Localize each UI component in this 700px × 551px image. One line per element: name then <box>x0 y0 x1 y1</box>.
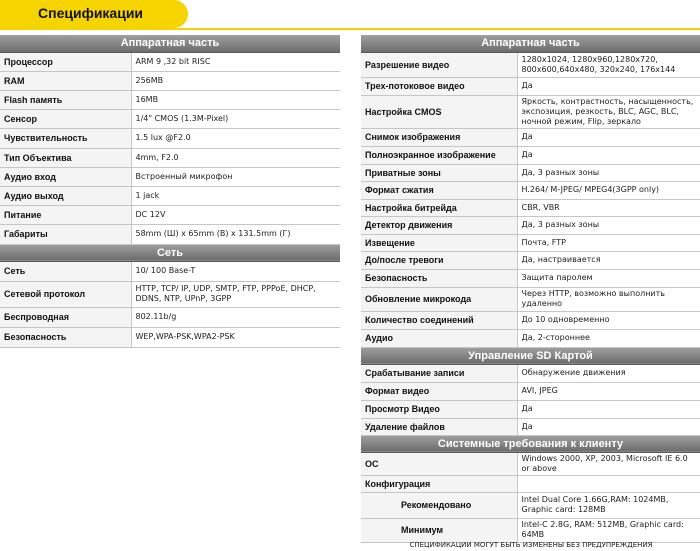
spec-row <box>361 400 700 418</box>
spec-value: ARM 9 ,32 bit RISC <box>131 52 340 71</box>
section-header <box>0 244 340 261</box>
spec-row <box>0 148 340 167</box>
spec-key: Просмотр Видео <box>361 400 517 418</box>
spec-key: Аудио вход <box>0 167 131 186</box>
spec-row <box>0 205 340 224</box>
spec-value: HTTP, TCP/ IP, UDP, SMTP, FTP, PPPoE, DHCP, DDNS, NTP, UPnP, 3GPP <box>131 281 340 307</box>
disclaimer-text: СПЕЦИФИКАЦИИ МОГУТ БЫТЬ ИЗМЕНЕНЫ БЕЗ ПРЕДУПРЕЖДЕНИЯ <box>409 541 653 549</box>
spec-row <box>361 251 700 269</box>
spec-key: Сетевой протокол <box>0 281 131 307</box>
spec-row <box>361 452 700 475</box>
spec-key: Беспроводная <box>0 307 131 327</box>
spec-row <box>361 146 700 164</box>
spec-row <box>0 71 340 90</box>
spec-key: Формат видео <box>361 382 517 400</box>
spec-row <box>0 224 340 244</box>
spec-value: Да, 3 разных зоны <box>517 164 700 181</box>
spec-key: Разрешение видео <box>361 52 517 77</box>
spec-row <box>361 418 700 435</box>
spec-row <box>0 281 340 307</box>
spec-value: Да <box>517 128 700 146</box>
section-title: Системные требования к клиенту <box>361 435 700 452</box>
spec-value: Да, настраивается <box>517 251 700 269</box>
spec-value: 1.5 lux @F2.0 <box>131 128 340 148</box>
spec-value: Да <box>517 77 700 95</box>
spec-key: Рекомендовано <box>361 492 517 518</box>
spec-key: Конфигурация <box>361 475 517 492</box>
left-spec-table <box>0 35 340 348</box>
spec-value: Защита паролем <box>517 269 700 287</box>
spec-key: Формат сжатия <box>361 181 517 199</box>
spec-row <box>0 167 340 186</box>
spec-row <box>0 128 340 148</box>
spec-value: Да <box>517 418 700 435</box>
spec-key: Настройка битрейда <box>361 199 517 216</box>
spec-value: 16MB <box>131 90 340 109</box>
spec-row <box>361 234 700 251</box>
spec-value: 1/4" CMOS (1.3M-Pixel) <box>131 109 340 128</box>
spec-key: Безопасность <box>361 269 517 287</box>
spec-row <box>0 109 340 128</box>
spec-value: 10/ 100 Base-T <box>131 261 340 281</box>
spec-value: Intel Dual Core 1.66G,RAM: 1024MB, Graphic card: 128MB <box>517 492 700 518</box>
spec-value: Windows 2000, XP, 2003, Microsoft IE 6.0 or above <box>517 452 700 475</box>
spec-value <box>517 475 700 492</box>
spec-key: Минимум <box>361 518 517 542</box>
title-divider <box>0 28 700 30</box>
page-title: Спецификации <box>38 5 144 21</box>
spec-key: Аудио <box>361 329 517 347</box>
spec-key: Flash память <box>0 90 131 109</box>
spec-key: Срабатывание записи <box>361 364 517 382</box>
section-header <box>0 35 340 52</box>
spec-key: Сеть <box>0 261 131 281</box>
spec-key: Безопасность <box>0 327 131 347</box>
spec-row <box>361 382 700 400</box>
spec-row <box>0 307 340 327</box>
spec-value: Да, 3 разных зоны <box>517 216 700 234</box>
spec-row <box>361 329 700 347</box>
section-title: Управление SD Картой <box>361 347 700 364</box>
spec-row <box>361 287 700 311</box>
spec-row <box>361 95 700 128</box>
spec-value: WEP,WPA-PSK,WPA2-PSK <box>131 327 340 347</box>
spec-key: Сенсор <box>0 109 131 128</box>
spec-row <box>0 327 340 347</box>
spec-row <box>0 186 340 205</box>
spec-value: Яркость, контрастность, насыщенность, экспозиция, резкость, BLC, AGC, BLC, ночной режим, Flip, зеркало <box>517 95 700 128</box>
section-title: Сеть <box>0 244 340 261</box>
spec-value: Встроенный микрофон <box>131 167 340 186</box>
spec-value: До 10 одновременно <box>517 311 700 329</box>
spec-key: Извещение <box>361 234 517 251</box>
spec-key: Тип Объектива <box>0 148 131 167</box>
spec-row <box>0 90 340 109</box>
spec-key: Питание <box>0 205 131 224</box>
spec-row <box>361 269 700 287</box>
spec-value: 4mm, F2.0 <box>131 148 340 167</box>
spec-value: H.264/ M-JPEG/ MPEG4(3GPP only) <box>517 181 700 199</box>
spec-key: Обновление микрокода <box>361 287 517 311</box>
section-header <box>361 435 700 452</box>
spec-key: Снимок изображения <box>361 128 517 146</box>
spec-key: Настройка CMOS <box>361 95 517 128</box>
spec-row <box>361 181 700 199</box>
spec-row <box>361 216 700 234</box>
spec-row <box>361 199 700 216</box>
spec-value: AVI, JPEG <box>517 382 700 400</box>
spec-row <box>361 364 700 382</box>
spec-row <box>0 52 340 71</box>
spec-key: Количество соединений <box>361 311 517 329</box>
spec-key: Габариты <box>0 224 131 244</box>
spec-key: Удаление файлов <box>361 418 517 435</box>
spec-row <box>361 311 700 329</box>
section-header <box>361 35 700 52</box>
spec-value: Да <box>517 146 700 164</box>
spec-row <box>0 261 340 281</box>
spec-value: Да, 2-стороннее <box>517 329 700 347</box>
spec-value: DC 12V <box>131 205 340 224</box>
spec-key: ОС <box>361 452 517 475</box>
spec-value: Да <box>517 400 700 418</box>
section-title: Аппаратная часть <box>0 35 340 52</box>
spec-value: 58mm (Ш) x 65mm (В) x 131.5mm (Г) <box>131 224 340 244</box>
spec-key: Аудио выход <box>0 186 131 205</box>
right-spec-table <box>361 35 700 543</box>
spec-value: CBR, VBR <box>517 199 700 216</box>
spec-row <box>361 475 700 492</box>
spec-value: Почта, FTP <box>517 234 700 251</box>
section-title: Аппаратная часть <box>361 35 700 52</box>
spec-value: 802.11b/g <box>131 307 340 327</box>
spec-value: Обнаружение движения <box>517 364 700 382</box>
spec-key: RAM <box>0 71 131 90</box>
spec-row <box>361 518 700 542</box>
spec-row <box>361 164 700 181</box>
spec-key: Трех-потоковое видео <box>361 77 517 95</box>
spec-key: Чувствительность <box>0 128 131 148</box>
spec-value: Через HTTP, возможно выполнить удаленно <box>517 287 700 311</box>
spec-value: 256MB <box>131 71 340 90</box>
spec-value: 1 jack <box>131 186 340 205</box>
spec-key: Процессор <box>0 52 131 71</box>
spec-row <box>361 492 700 518</box>
spec-value: 1280x1024, 1280x960,1280x720, 800x600,640x480, 320x240, 176x144 <box>517 52 700 77</box>
spec-row <box>361 77 700 95</box>
spec-row <box>361 52 700 77</box>
spec-key: До/после тревоги <box>361 251 517 269</box>
spec-key: Приватные зоны <box>361 164 517 181</box>
spec-key: Полноэкранное изображение <box>361 146 517 164</box>
spec-value: Intel-C 2.8G, RAM: 512MB, Graphic card: 64MB <box>517 518 700 542</box>
section-header <box>361 347 700 364</box>
title-tab <box>0 0 188 28</box>
spec-row <box>361 128 700 146</box>
spec-key: Детектор движения <box>361 216 517 234</box>
